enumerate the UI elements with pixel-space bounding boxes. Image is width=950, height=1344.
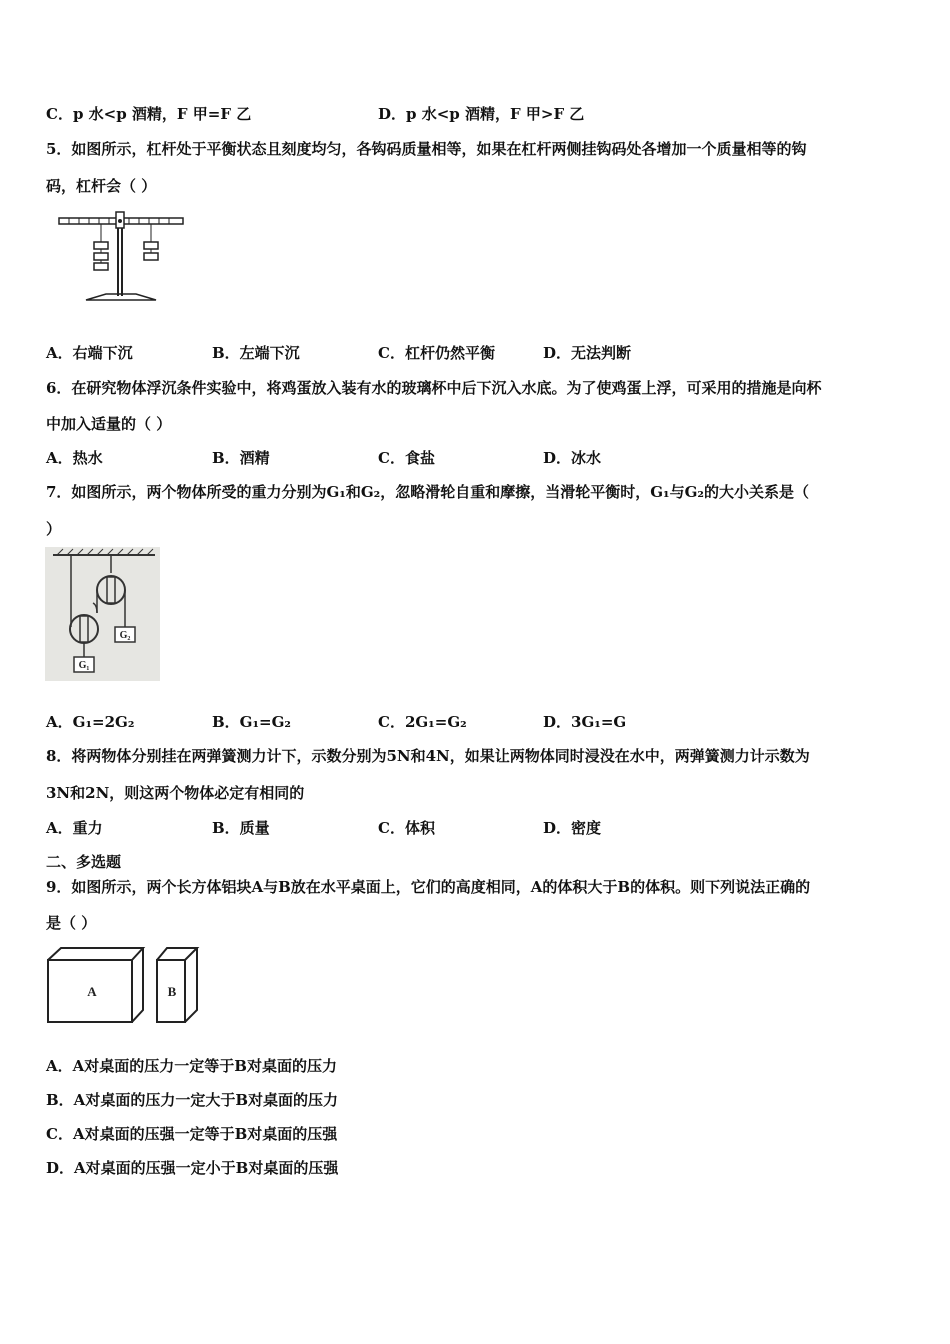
q8-option-d: D．密度: [543, 819, 602, 837]
q5-option-c: C．杠杆仍然平衡: [378, 344, 495, 362]
q7-option-b: B．G₁=G₂: [212, 713, 292, 731]
lever-figure: [56, 208, 188, 304]
q7-option-c: C．2G₁=G₂: [378, 713, 467, 731]
prev-option-d: D．p 水<p 酒精，F 甲>F 乙: [378, 105, 585, 123]
blocks-figure: [45, 944, 205, 1028]
q8-stem-line2: 3N和2N，则这两个物体必定有相同的: [46, 784, 305, 802]
q7-option-a: A．G₁=2G₂: [46, 713, 135, 731]
q5-option-d: D．无法判断: [543, 344, 632, 362]
pulley-label-g1: G₁: [78, 660, 90, 671]
q6-stem-line1: 6．在研究物体浮沉条件实验中，将鸡蛋放入装有水的玻璃杯中后下沉入水底。为了使鸡蛋上浮，可采用的措施是向杯: [46, 379, 822, 397]
q6-option-d: D．冰水: [543, 449, 602, 467]
q7-stem-line2: ）: [46, 520, 62, 538]
block-label-b: B: [167, 984, 177, 999]
pulley-label-g2: G₂: [119, 630, 131, 641]
q6-option-c: C．食盐: [378, 449, 435, 467]
q8-option-a: A．重力: [46, 819, 103, 837]
q5-option-b: B．左端下沉: [212, 344, 300, 362]
q9-option-b: B．A对桌面的压力一定大于B对桌面的压力: [46, 1091, 338, 1109]
q8-option-c: C．体积: [378, 819, 435, 837]
q6-option-a: A．热水: [46, 449, 103, 467]
q5-stem-line1: 5．如图所示，杠杆处于平衡状态且刻度均匀，各钩码质量相等，如果在杠杆两侧挂钩码处各增加一个质量相等的钩: [46, 140, 807, 158]
q7-stem-line1: 7．如图所示，两个物体所受的重力分别为G₁和G₂，忽略滑轮自重和摩擦，当滑轮平衡时，G₁与G₂的大小关系是（: [46, 483, 809, 501]
q9-option-a: A．A对桌面的压力一定等于B对桌面的压力: [46, 1057, 337, 1075]
pulley-figure: [45, 547, 160, 681]
q8-stem-line1: 8．将两物体分别挂在两弹簧测力计下，示数分别为5N和4N，如果让两物体同时浸没在水中，两弹簧测力计示数为: [46, 747, 810, 765]
q6-stem-line2: 中加入适量的（ ）: [46, 415, 172, 433]
prev-option-c: C．p 水<p 酒精，F 甲=F 乙: [46, 105, 252, 123]
block-label-a: A: [87, 984, 97, 999]
q9-option-d: D．A对桌面的压强一定小于B对桌面的压强: [46, 1159, 339, 1177]
section-heading: 二、多选题: [46, 853, 122, 871]
q9-stem-line1: 9．如图所示，两个长方体铝块A与B放在水平桌面上，它们的高度相同，A的体积大于B的体积。则下列说法正确的: [46, 878, 811, 896]
q5-option-a: A．右端下沉: [46, 344, 133, 362]
q9-option-c: C．A对桌面的压强一定等于B对桌面的压强: [46, 1125, 338, 1143]
q6-option-b: B．酒精: [212, 449, 270, 467]
q5-stem-line2: 码，杠杆会（ ）: [46, 177, 157, 195]
q9-stem-line2: 是（ ）: [46, 914, 97, 932]
q7-option-d: D．3G₁=G: [543, 713, 627, 731]
q8-option-b: B．质量: [212, 819, 270, 837]
